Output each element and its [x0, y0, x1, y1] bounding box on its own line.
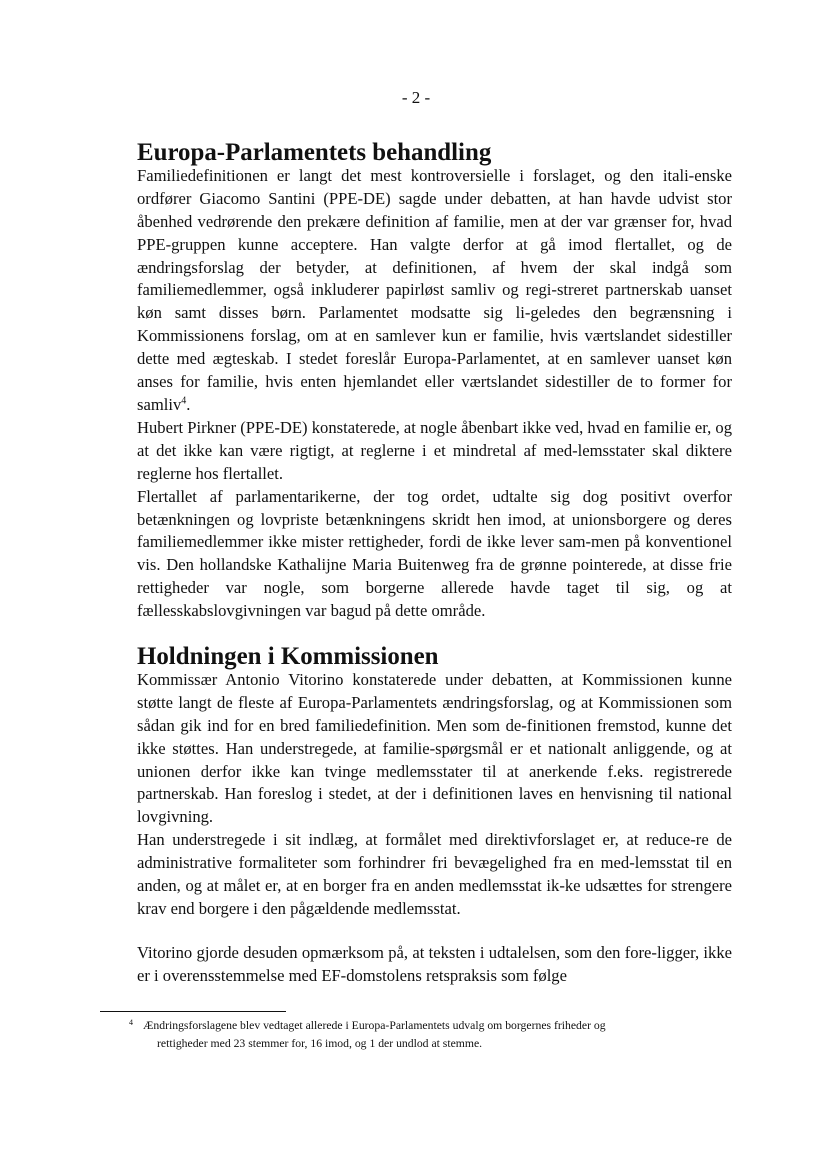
footnote-text [137, 1017, 737, 1053]
section-heading-commission: Holdningen i Kommissionen [137, 643, 439, 671]
footnote-line-2: rettigheder med 23 stemmer for, 16 imod, og 1 der undlod at stemme. [157, 1037, 483, 1050]
footnote-line-1: Ændringsforslagene blev vedtaget allerede i Europa-Parlamentets udvalg om borgernes friheder og [143, 1019, 606, 1032]
footnote-mark: 4 [129, 1018, 133, 1027]
paragraph-family-definition-end: . [186, 394, 191, 414]
paragraph-vitorino-debate: Kommissær Antonio Vitorino konstaterede under debatten, at Kommissionen kunne støtte langt de fleste af Europa-Parlamentets ændringsforslag, og at Kommissionen som sådan gik ind for en bred familiedefinition. Men som de-finitionen fremstod, kunne det ikke støttes. Han understregede, at familie-spørgsmål er et nationalt anliggende, og at unionen derfor ikke kan tvinge medlemsstater til at anerkende f.eks. registrerede partnerskab. Han foreslog i stedet, at der i definitionen laves en henvisning til national lovgivning. [137, 669, 732, 827]
paragraph-vitorino-purpose: Han understregede i sit indlæg, at formålet med direktivforslaget er, at reduce-re de administrative formaliteter som forhindrer fri bevægelighed fra en med-lemsstat til en anden, og at målet er, at en borger fra en anden medlemsstat ik-ke udsættes for strengere krav end borgere i den pågældende medlemsstat. [137, 830, 732, 918]
paragraph-pirkner: Hubert Pirkner (PPE-DE) konstaterede, at nogle åbenbart ikke ved, hvad en familie er, og at det ikke kan være rigtigt, at reglerne i et mindretal af med-lemsstater skal diktere reglerne hos flertallet. [137, 417, 732, 483]
paragraph-spacer [137, 921, 732, 942]
footnote [129, 1017, 737, 1053]
paragraph-majority: Flertallet af parlamentarikerne, der tog ordet, udtalte sig dog positivt overfor betænkningen og lovpriste betænkningens skridt hen imod, at unionsborgere og deres familiemedlemmer ikke mister rettigheder, fordi de ikke lever sam-men på konventionel vis. Den hollandske Kathalijne Maria Buitenweg fra de grønne pointerede, at disse frie rettigheder var nogle, som borgerne allerede havde taget til sig, og at fællesskabslovgivningen var bagud på dette område. [137, 486, 732, 621]
paragraph-family-definition [137, 165, 732, 417]
paragraph-vitorino-attention: Vitorino gjorde desuden opmærksom på, at teksten i udtalelsen, som den fore-ligger, ikke er i overensstemmelse med EF-domstolens retspraksis som følge [137, 942, 732, 985]
paragraph-family-definition-text: Familiedefinitionen er langt det mest kontroversielle i forslaget, og den itali-enske ordfører Giacomo Santini (PPE-DE) sagde under debatten, at han havde udvist stor åbenhed vedrørende den prekære definition af familie, men at der var grænser for, hvad PPE-gruppen kunne acceptere. Han valgte derfor at gå imod flertallet, og de ændringsforslag der betyder, at definitionen, af hvem der skal indgå som familiemedlemmer, også inkluderer papirløst samliv og regi-streret partnerskab uanset køn samt disses børn. Parlamentet modsatte sig li-geledes den begrænsning i Kommissionens forslag, om at en samlever kun er familie, hvis værtslandet sidestiller dette med ægteskab. I stedet foreslår Europa-Parlamentet, at en samlever uanset køn anses for familie, hvis enten hjemlandet eller værtslandet sidestiller de to former for samliv [137, 165, 732, 414]
footnote-reference: 4 [181, 395, 187, 407]
page-number: - 2 - [401, 88, 431, 107]
section-heading-parliament: Europa-Parlamentets behandling [137, 139, 492, 166]
document-body [137, 139, 732, 988]
footnote-divider [100, 1011, 286, 1012]
